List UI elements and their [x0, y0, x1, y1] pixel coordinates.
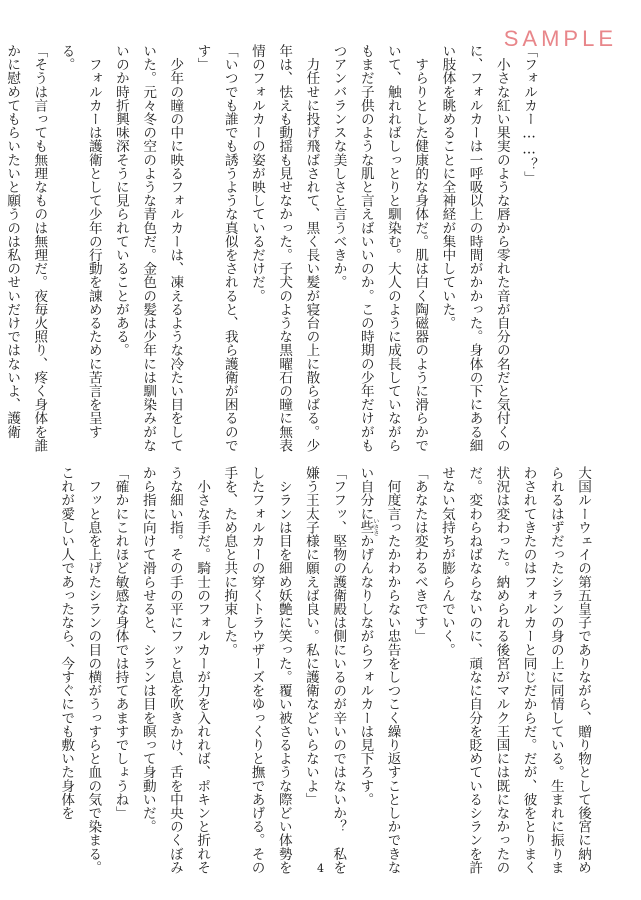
- paragraph: 小さな紅い果実のような唇から零れた音が自分の名だと気付くのに、フォルカーは一呼吸以上の時間がかかった。身体の下にある細い肢体を眺めることに全神経が集中していた。: [439, 44, 510, 452]
- paragraph: フォルカーは護衛として少年の行動を諌めるために苦言を呈する。: [58, 44, 102, 439]
- top-text-block: [4, 44, 542, 454]
- paragraph: 大国ルーウェイの第五皇子でありながら、贈り物として後宮に納められるはずだったシランの身の上に同情している。生まれに振りまわされてきたのはフォルカーと同じだからだ。だが、彼をとりまく状況は変わった。納められる後宮がマルク王国には既になかったのだ。変わらねばならないのに、頑なに自分を貶めているシランを許せない気持ちが膨らんでいく。: [438, 466, 591, 874]
- paragraph: [351, 466, 405, 876]
- paragraph: 小さな手だ。騎士のフォルカーが力を入れれば、ポキンと折れそうな細い指。その手の平にフッと息を吹きかけ、舌を中央のくぼみから指に向けて滑らせると、シランは目を瞑って身動いだ。: [139, 466, 211, 874]
- paragraph: 「いつでも誰でも誘うような真似をされると、我ら護衛が困るのです」: [194, 44, 238, 452]
- paragraph: 「フフッ、堅物の護衛殿は側にいるのが辛いのではないか？ 私を嫌う王太子様に願えば良い。私に護衛などいらないよ」: [302, 466, 347, 874]
- paragraph: 「確かにこれほど敏感な身体では持てあますでしょうね」: [112, 466, 129, 820]
- text-run: 何度言ったかわからない忠告をしつこく繰り返すことしかできない自分に: [357, 466, 401, 874]
- paragraph: すらりとした健康的な身体だ。肌は白く陶磁器のように滑らかでいて、触れればしっとりと馴染む。大人のように成長していながらもまだ子供のような肌と言えばいいのか。この時期の少年だけがもつアンバランスな美しさと言うべきか。: [330, 44, 429, 452]
- paragraph: 「フォルカー……？」: [521, 44, 537, 185]
- paragraph: 力任せに投げ飛ばされて、黒く長い髪が寝台の上に散らばる。少年は、怯えも動揺も見せなかった。子犬のような黒曜石の瞳に無表情のフォルカーの姿が映しているだけだ。: [248, 44, 320, 452]
- bottom-text-block: [58, 466, 596, 876]
- ruby-reading: いささ: [371, 518, 379, 537]
- ruby-base: 些: [357, 518, 374, 537]
- page-number: 4: [317, 862, 324, 875]
- ruby-annotation: [357, 518, 379, 537]
- paragraph: 「そうは言っても無理なものは無理だ。夜毎火照り、疼く身体を誰かに慰めてもらいたいと願うのは私のせいだけではないよ、護衛: [4, 44, 48, 452]
- sample-watermark: SAMPLE: [503, 26, 617, 51]
- paragraph: シランは目を細め妖艶に笑った。覆い被さるような際どい体勢をしたフォルカーの穿くトラウザーズをゆっくりと撫であげる。その手を、ため息と共に拘束した。: [221, 466, 292, 874]
- paragraph: フッと息を上げたシランの目の横がうっすらと血の気で染まる。これが愛しい人であったなら、今すぐにでも敷いた身体を: [58, 466, 102, 874]
- paragraph: 「あなたは変わるべきです」: [411, 466, 428, 643]
- paragraph: 少年の瞳の中に映るフォルカーは、凍えるような冷たい目をしていた。元々冬の空のような青色だ。金色の髪は少年には馴染みがないのか時折興味深そうに見られていることがある。: [112, 44, 184, 452]
- text-run: かげんなりしながらフォルカーは見下ろす。: [357, 534, 374, 807]
